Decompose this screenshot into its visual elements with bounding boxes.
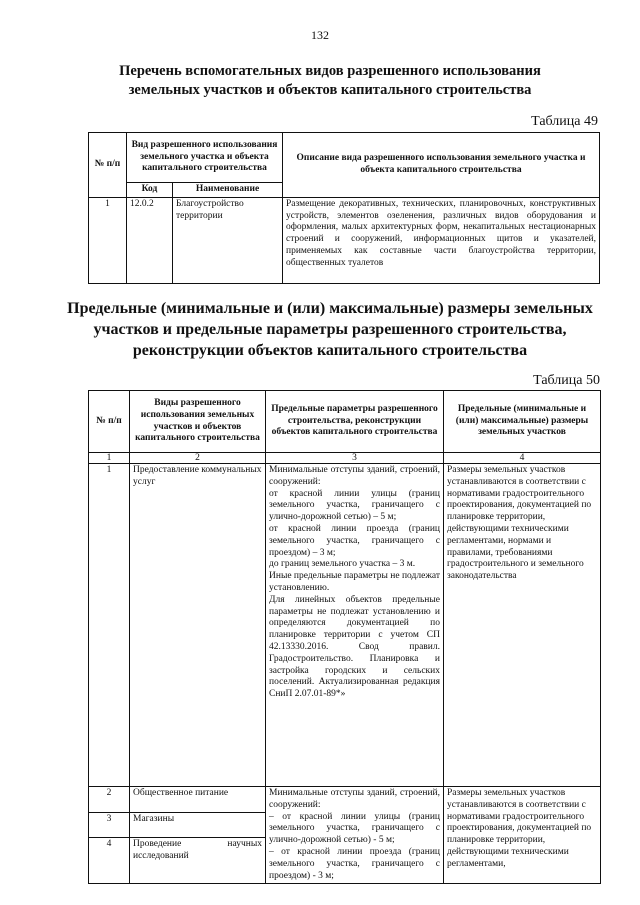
t50-row2-name: Общественное питание: [130, 787, 266, 813]
t50-index-2: 2: [130, 453, 266, 464]
t49-header-type: Вид разрешенного использования земельного участка и объекта капитального строительства: [127, 133, 283, 183]
t49-cell-num: 1: [89, 197, 127, 283]
t50-header-num: № п/п: [89, 391, 130, 453]
t49-cell-code: 12.0.2: [127, 197, 173, 283]
t50-group-params: Минимальные отступы зданий, строений, сооружений: – от красной линии улицы (границ земельного участка, граничащего с улично-дорожной сетью) - 5 м; – от красной линии проезда (границ земельного участка, граничащего с проездом) - 3 м;: [266, 787, 444, 884]
table-49-caption: Таблица 49: [531, 114, 598, 129]
t50-row1-params: Минимальные отступы зданий, строений, сооружений: от красной линии улицы (границ земельного участка, граничащего с улично-дорожной сетью) – 5 м; от красной линии проезда (границ земельного участка, граничащего с проездом) – 3 м; до границ земельного участка – 3 м. Иные предельные параметры не подлежат установлению. Для линейных объектов предельные параметры не подлежат установлению и определяются документацией по планировке территории с учетом СП 42.13330.2016. Свод правил. Градостроительство. Планировка и застройка городских и сельских поселений. Актуализированная редакция СниП 2.07.01-89*»: [266, 464, 444, 787]
heading-limits: Предельные (минимальные и (или) максимальные) размеры земельных участков и предельные параметры разрешенного строительства, реконструкции объектов капитального строительства: [67, 300, 593, 359]
t50-header-type: Виды разрешенного использования земельных участков и объектов капитального строительства: [130, 391, 266, 453]
t49-cell-name: Благоустройство территории: [173, 197, 283, 283]
t50-index-4: 4: [444, 453, 601, 464]
page-number: 132: [311, 28, 329, 42]
heading-auxiliary-uses: Перечень вспомогательных видов разрешенного использования земельных участков и объектов капитального строительства: [119, 63, 541, 98]
t50-row1-num: 1: [89, 464, 130, 787]
t50-row3-name: Магазины: [130, 812, 266, 838]
t49-header-desc: Описание вида разрешенного использования земельного участка и объекта капитального строительства: [283, 133, 600, 198]
table-row: [89, 464, 601, 787]
t50-index-1: 1: [89, 453, 130, 464]
table-50: [88, 390, 601, 884]
t49-cell-desc: Размещение декоративных, технических, планировочных, конструктивных устройств, элементов озеленения, различных видов оборудования и оформления, малых архитектурных форм, некапитальных нестационарных строений и сооружений, информационных щитов и указателей, применяемых как составные части благоустройства территории, общественных туалетов: [283, 197, 600, 283]
t50-index-3: 3: [266, 453, 444, 464]
table-row: [89, 197, 600, 283]
table-49: [88, 132, 600, 284]
t49-header-num: № п/п: [89, 133, 127, 198]
t49-header-code: Код: [127, 183, 173, 198]
t50-row3-num: 3: [89, 812, 130, 838]
table-50-caption: Таблица 50: [533, 373, 600, 388]
t50-header-sizes: Предельные (минимальные и (или) максимальные) размеры земельных участков: [444, 391, 601, 453]
t50-row2-num: 2: [89, 787, 130, 813]
t50-group-sizes: Размеры земельных участков устанавливаются в соответствии с нормативами градостроительного проектирования, документацией по планировке территории, действующими техническими регламентами,: [444, 787, 601, 884]
t49-header-name: Наименование: [173, 183, 283, 198]
t50-row1-name: Предоставление коммунальных услуг: [130, 464, 266, 787]
t50-row4-num: 4: [89, 838, 130, 884]
t50-row4-name: Проведение научных исследований: [130, 838, 266, 884]
t50-row1-sizes: Размеры земельных участков устанавливаются в соответствии с нормативами градостроительного проектирования, документацией по планировке территории, действующими техническими регламентами, нормами и правилами, требованиями градостроительного и земельного законодательства: [444, 464, 601, 787]
t50-header-params: Предельные параметры разрешенного строительства, реконструкции объектов капитального строительства: [266, 391, 444, 453]
table-row: [89, 787, 601, 813]
